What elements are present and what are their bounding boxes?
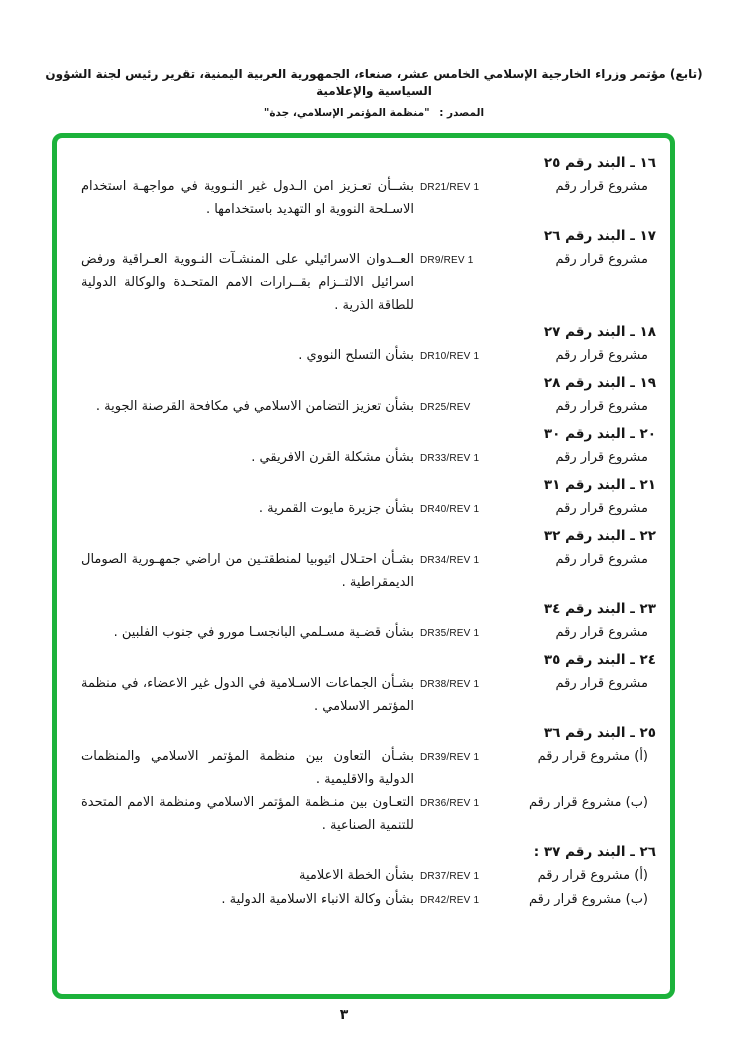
agenda-item-heading: ٢٣ ـ البند رقم ٣٤: [543, 601, 656, 617]
resolution-code: DR36/REV 1: [420, 798, 480, 809]
agenda-item-heading: ٢٥ ـ البند رقم ٣٦: [543, 725, 656, 741]
resolution-row: [77, 745, 660, 791]
agenda-item: [77, 152, 660, 221]
agenda-item: [77, 225, 660, 317]
resolution-description: بشأن التسلح النووي .: [298, 348, 414, 363]
agenda-item-heading: ٢٢ ـ البند رقم ٣٢: [543, 528, 656, 544]
resolution-description: بشأن تعزيز التضامن الاسلامي في مكافحة القرصنة الجوية .: [95, 399, 414, 414]
resolution-row: [77, 548, 660, 594]
agenda-item: [77, 722, 660, 837]
draft-resolution-label: مشروع قرار رقم: [555, 501, 648, 516]
resolution-code: DR40/REV 1: [420, 504, 480, 515]
agenda-item: [77, 841, 660, 912]
agenda-item: [77, 598, 660, 645]
agenda-item: [77, 423, 660, 470]
agenda-item-heading: ٢٦ ـ البند رقم ٣٧ :: [533, 844, 656, 860]
draft-resolution-label: مشروع قرار رقم: [555, 348, 648, 363]
resolution-row: [77, 672, 660, 718]
document-title: (تابع) مؤتمر وزراء الخارجية الإسلامي الخامس عشر، صنعاء، الجمهورية العربية اليمنية، تقرير رئيس لجنة الشؤون السياسية والإعلامية: [45, 67, 703, 98]
resolution-code: DR37/REV 1: [420, 871, 480, 882]
resolution-description: بشـأن احتـلال اثيوبيا لمنطقتـين من اراضي جمهـورية الصومال الديمقراطية .: [81, 552, 414, 590]
agenda-item-heading: ١٨ ـ البند رقم ٢٧: [543, 324, 656, 340]
resolution-code: DR39/REV 1: [420, 752, 480, 763]
draft-resolution-label: مشروع قرار رقم: [555, 676, 648, 691]
resolution-row: [77, 344, 660, 368]
resolution-code: DR42/REV 1: [420, 895, 480, 906]
resolution-code: DR38/REV 1: [420, 679, 480, 690]
source-value: "منظمة المؤتمر الإسلامي، جدة": [263, 107, 430, 119]
agenda-item-heading: ٢١ ـ البند رقم ٣١: [543, 477, 656, 493]
document-source-line: [34, 107, 714, 119]
resolution-row: [77, 395, 660, 419]
resolution-code: DR9/REV 1: [420, 255, 474, 266]
resolution-code: DR21/REV 1: [420, 182, 480, 193]
draft-resolution-label: مشروع قرار رقم: [555, 450, 648, 465]
agenda-item: [77, 372, 660, 419]
draft-resolution-label: (أ) مشروع قرار رقم: [537, 749, 648, 764]
resolution-description: بشأن مشكلة القرن الافريقي .: [251, 450, 414, 465]
resolution-description: بشــأن تعـزيز امن الـدول غير النـووية في مواجهـة استخدام الاسـلحة النووية او التهديد باستخدامها .: [81, 179, 414, 217]
agenda-item-heading: ١٩ ـ البند رقم ٢٨: [543, 375, 656, 391]
resolution-row: [77, 621, 660, 645]
resolution-row: [77, 791, 660, 837]
resolution-description: بشـأن الجماعات الاسـلامية في الدول غير الاعضاء، في منظمة المؤتمر الاسلامي .: [81, 676, 414, 714]
draft-resolution-label: مشروع قرار رقم: [555, 625, 648, 640]
resolution-description: بشأن قضـية مسـلمي البانجسـا مورو في جنوب الفلبين .: [113, 625, 414, 640]
resolution-code: DR10/REV 1: [420, 351, 480, 362]
document-header: [34, 66, 714, 119]
agenda-item-heading: ١٧ ـ البند رقم ٢٦: [543, 228, 656, 244]
draft-resolution-label: مشروع قرار رقم: [555, 179, 648, 194]
agenda-item-heading: ٢٤ ـ البند رقم ٣٥: [543, 652, 656, 668]
agenda-item-heading: ١٦ ـ البند رقم ٢٥: [543, 155, 656, 171]
draft-resolution-label: مشروع قرار رقم: [555, 552, 648, 567]
agenda-item: [77, 321, 660, 368]
draft-resolution-label: (أ) مشروع قرار رقم: [537, 868, 648, 883]
draft-resolution-label: (ب) مشروع قرار رقم: [529, 795, 648, 810]
draft-resolution-label: (ب) مشروع قرار رقم: [529, 892, 648, 907]
resolution-description: بشأن وكالة الانباء الاسلامية الدولية .: [221, 892, 414, 907]
resolution-code: DR25/REV: [420, 402, 471, 413]
resolution-code: DR34/REV 1: [420, 555, 480, 566]
resolution-row: [77, 888, 660, 912]
agenda-item: [77, 525, 660, 594]
resolution-row: [77, 497, 660, 521]
resolution-description: التعـاون بين منـظمة المؤتمر الاسلامي ومنظمة الامم المتحدة للتنمية الصناعية .: [81, 795, 414, 833]
resolution-row: [77, 446, 660, 470]
resolution-row: [77, 248, 660, 317]
agenda-item: [77, 649, 660, 718]
agenda-items-list: [57, 138, 670, 912]
resolution-row: [77, 864, 660, 888]
resolution-code: DR35/REV 1: [420, 628, 480, 639]
resolution-code: DR33/REV 1: [420, 453, 480, 464]
resolution-description: بشـأن التعاون بين منظمة المؤتمر الاسلامي والمنظمات الدولية والاقليمية .: [81, 749, 414, 787]
resolution-description: بشأن الخطة الاعلامية: [299, 868, 414, 883]
agenda-item-heading: ٢٠ ـ البند رقم ٣٠: [543, 426, 656, 442]
source-label: المصدر :: [439, 107, 485, 119]
agenda-item: [77, 474, 660, 521]
resolution-row: [77, 175, 660, 221]
draft-resolution-label: مشروع قرار رقم: [555, 252, 648, 267]
page-number: ٣: [339, 1007, 349, 1023]
content-frame: [52, 133, 675, 999]
draft-resolution-label: مشروع قرار رقم: [555, 399, 648, 414]
resolution-description: العــدوان الاسرائيلي على المنشـآت النـووية العـراقية ورفض اسرائيل الالتــزام بقــرارات الامم المتحـدة والوكالة الدولية للطاقة الذرية .: [81, 252, 414, 313]
resolution-description: بشأن جزيرة مايوت القمرية .: [258, 501, 414, 516]
